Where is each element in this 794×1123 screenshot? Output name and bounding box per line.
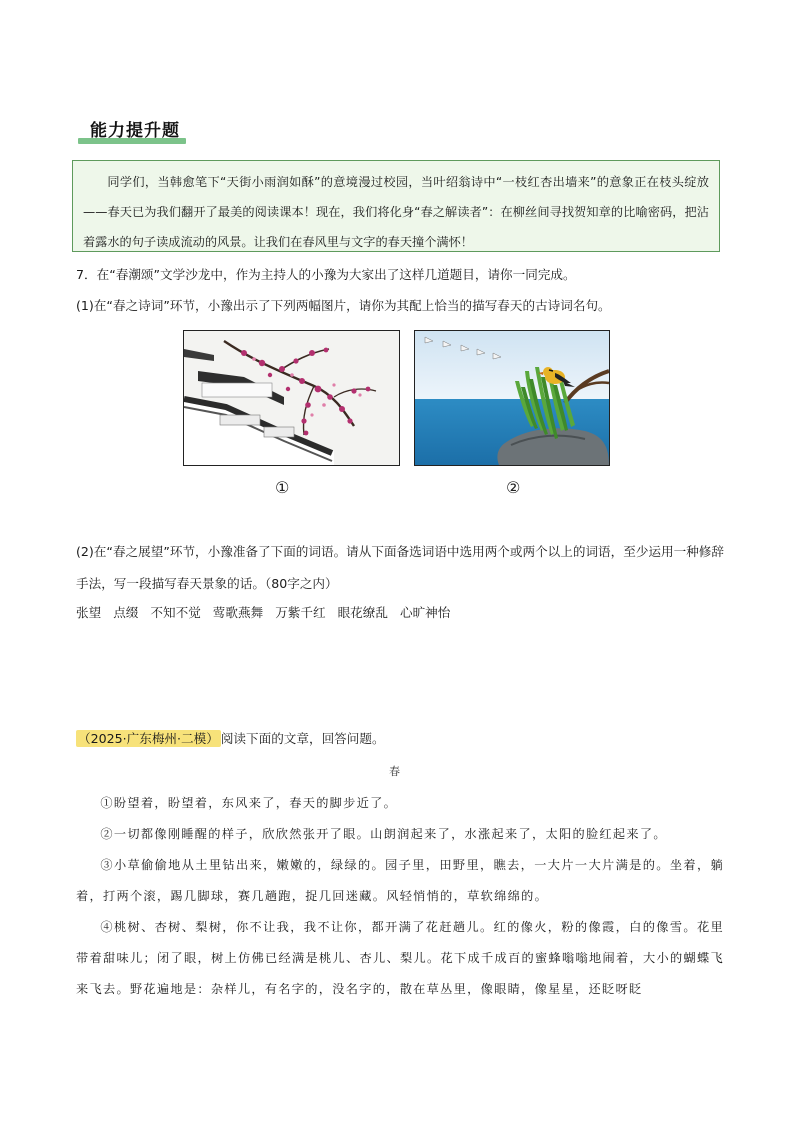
word-bank	[76, 602, 458, 621]
word-item: 点缀	[113, 605, 139, 620]
intro-box: 同学们，当韩愈笔下“天街小雨润如酥”的意境漫过校园，当叶绍翁诗中“一枝红杏出墙来”的意象正在枝头绽放——春天已为我们翻开了最美的阅读课本！现在，我们将化身“春之解读者”：在柳丝间寻找贺知章的比喻密码，把沾着露水的句子读成流动的风景。让我们在春风里与文字的春天撞个满怀！	[72, 160, 720, 252]
question-7-part-1: (1)在“春之诗词”环节，小豫出示了下列两幅图片，请你为其配上恰当的描写春天的古诗词名句。	[76, 298, 611, 313]
article-title: 春	[389, 765, 400, 778]
plum-blossom-wall-illustration	[183, 330, 400, 466]
word-item: 张望	[76, 605, 102, 620]
word-item: 莺歌燕舞	[212, 605, 264, 620]
image-1-label: ①	[275, 478, 290, 497]
section-heading	[90, 116, 180, 141]
article-paragraph: ②一切都像刚睡醒的样子，欣欣然张开了眼。山朗润起来了，水涨起来了，太阳的脸红起来了。	[100, 827, 667, 841]
article-body	[76, 788, 724, 1005]
article-paragraph: ①盼望着，盼望着，东风来了，春天的脚步近了。	[100, 796, 398, 810]
word-item: 万紫千红	[275, 605, 326, 620]
reading-instruction: 阅读下面的文章，回答问题。	[220, 731, 385, 746]
image-2-label: ②	[506, 478, 521, 497]
question-7-part-2: (2)在“春之展望”环节，小豫准备了下面的词语。请从下面备选词语中选用两个或两个以上的词语，至少运用一种修辞手法，写一段描写春天景象的话。（80字之内）	[76, 544, 724, 591]
word-item: 不知不觉	[150, 605, 201, 620]
article-paragraph: ④桃树、杏树、梨树，你不让我，我不让你，都开满了花赶趟儿。红的像火，粉的像霞，白的像雪。花里带着甜味儿；闭了眼，树上仿佛已经满是桃儿、杏儿、梨儿。花下成千成百的蜜蜂嗡嗡地闹着，大小的蝴蝶飞来飞去。野花遍地是：杂样儿，有名字的，没名字的，散在草丛里，像眼睛，像星星，还眨呀眨	[76, 920, 724, 996]
question-7-stem: 7．在“春潮颂”文学沙龙中，作为主持人的小豫为大家出了这样几道题目，请你一同完成。	[76, 267, 576, 282]
word-item: 眼花缭乱	[337, 605, 388, 620]
article-paragraph: ③小草偷偷地从土里钻出来，嫩嫩的，绿绿的。园子里，田野里，瞧去，一大片一大片满是的。坐着，躺着，打两个滚，踢几脚球，赛几趟跑，捉几回迷藏。风轻悄悄的，草软绵绵的。	[76, 858, 724, 903]
willow-oriole-lake-illustration	[414, 330, 610, 466]
word-item: 心旷神怡	[399, 605, 451, 620]
source-tag: （2025·广东梅州·二模）	[78, 731, 219, 746]
reading-source-line	[76, 728, 385, 747]
section-title: 能力提升题	[90, 121, 180, 141]
